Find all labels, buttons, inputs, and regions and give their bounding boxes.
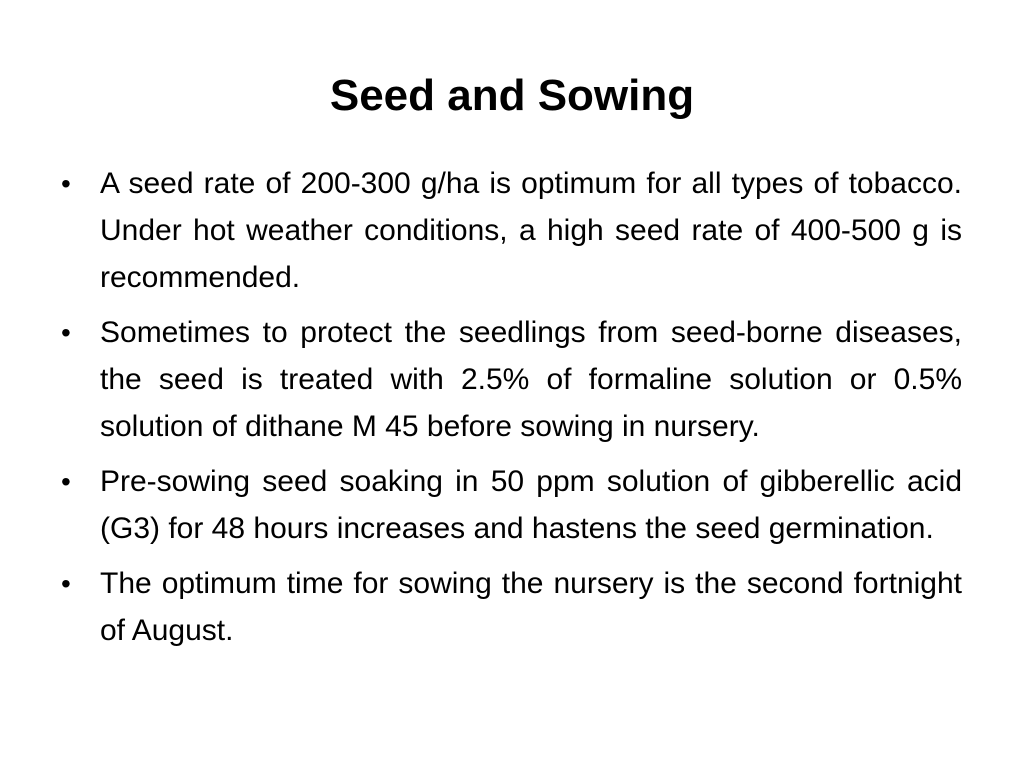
bullet-text: The optimum time for sowing the nursery is the second fortnight of August. <box>100 567 962 647</box>
bullet-point-icon: • <box>61 466 71 497</box>
bullet-point-icon: • <box>61 568 71 599</box>
slide-title: Seed and Sowing <box>329 71 695 120</box>
bullet-text: Sometimes to protect the seedlings from seed-borne diseases, the seed is treated with 2.5% of formaline solution or 0.5% solution of dithane M 45 before sowing in nursery. <box>100 316 962 443</box>
bullet-point-icon: • <box>61 168 71 199</box>
bullet-item-seed-treatment <box>60 309 962 450</box>
bullet-item-sowing-time <box>60 560 962 654</box>
bullet-item-seed-soaking <box>60 458 962 552</box>
bullet-list <box>60 160 962 662</box>
bullet-item-seed-rate <box>60 160 962 301</box>
bullet-text: Pre-sowing seed soaking in 50 ppm solution of gibberellic acid (G3) for 48 hours increases and hastens the seed germination. <box>100 465 962 545</box>
bullet-text: A seed rate of 200-300 g/ha is optimum for all types of tobacco. Under hot weather conditions, a high seed rate of 400-500 g is recommended. <box>100 167 962 294</box>
bullet-point-icon: • <box>61 317 71 348</box>
